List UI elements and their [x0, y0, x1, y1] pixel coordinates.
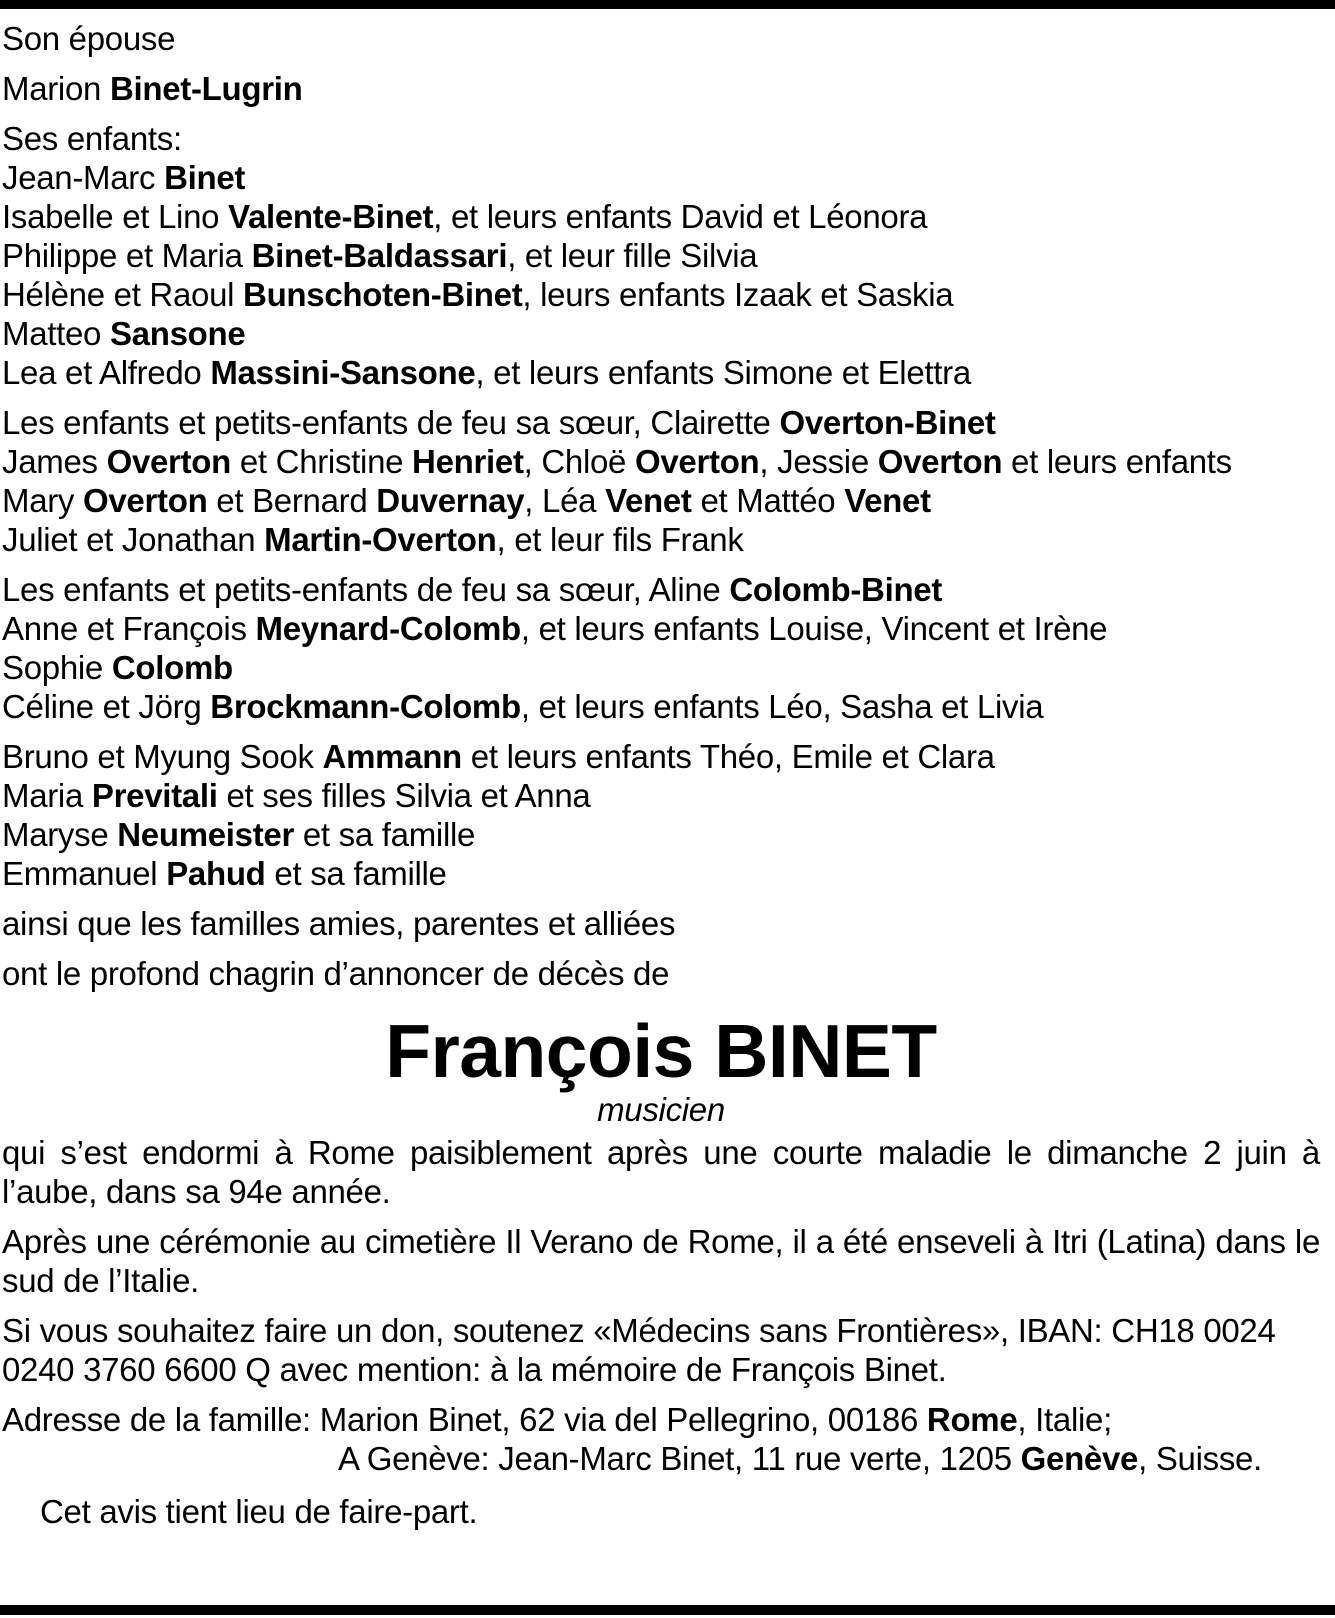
family-line: Isabelle et Lino Valente-Binet, et leurs enfants David et Léonora	[2, 198, 928, 235]
death-paragraph: qui s’est endormi à Rome paisiblement après une courte maladie le dimanche 2 juin à l’aube, dans sa 94e année.	[2, 1134, 1320, 1210]
family-address	[2, 1400, 1320, 1478]
death-notice	[2, 19, 1320, 1531]
family-line: Jean-Marc Binet	[2, 159, 246, 196]
donation-line-2: 0240 3760 6600 Q avec mention: à la mémoire de François Binet.	[2, 1351, 947, 1388]
family-line: Maryse Neumeister et sa famille	[2, 816, 476, 853]
children-section	[2, 119, 1320, 392]
family-line: Mary Overton et Bernard Duvernay, Léa Venet et Mattéo Venet	[2, 482, 931, 519]
spouse-section	[2, 19, 1320, 58]
overton-intro: Les enfants et petits-enfants de feu sa sœur, Clairette Overton-Binet	[2, 404, 996, 441]
burial-paragraph: Après une cérémonie au cimetière Il Verano de Rome, il a été enseveli à Itri (Latina) dans le sud de l’Italie.	[2, 1223, 1320, 1299]
address-line-2: A Genève: Jean-Marc Binet, 11 rue verte, 1205 Genève, Suisse.	[338, 1440, 1262, 1477]
family-line: Maria Previtali et ses filles Silvia et Anna	[2, 777, 591, 814]
bottom-border-rule	[0, 1605, 1335, 1615]
deceased-name: François BINET	[385, 1009, 937, 1093]
spouse-name-block	[2, 69, 1320, 108]
family-line: Philippe et Maria Binet-Baldassari, et leur fille Silvia	[2, 237, 758, 274]
family-line: Lea et Alfredo Massini-Sansone, et leurs enfants Simone et Elettra	[2, 354, 971, 391]
family-line: Céline et Jörg Brockmann-Colomb, et leurs enfants Léo, Sasha et Livia	[2, 688, 1044, 725]
donation-paragraph	[2, 1311, 1320, 1389]
family-line: Matteo Sansone	[2, 315, 246, 352]
colomb-intro: Les enfants et petits-enfants de feu sa sœur, Aline Colomb-Binet	[2, 571, 943, 608]
top-border-rule	[0, 0, 1335, 9]
family-line: Juliet et Jonathan Martin-Overton, et leur fils Frank	[2, 521, 744, 558]
donation-line-1: Si vous souhaitez faire un don, soutenez «Médecins sans Frontières», IBAN: CH18 0024	[2, 1312, 1276, 1349]
others-text: ainsi que les familles amies, parentes et alliées	[2, 905, 676, 942]
family-line: Anne et François Meynard-Colomb, et leurs enfants Louise, Vincent et Irène	[2, 610, 1108, 647]
children-heading: Ses enfants:	[2, 120, 182, 157]
closing-note: Cet avis tient lieu de faire-part.	[40, 1493, 478, 1530]
family-line: Sophie Colomb	[2, 649, 233, 686]
family-line: Hélène et Raoul Bunschoten-Binet, leurs enfants Izaak et Saskia	[2, 276, 954, 313]
deceased-role: musicien	[597, 1091, 725, 1128]
friends-section	[2, 737, 1320, 893]
family-line: James Overton et Christine Henriet, Chloë Overton, Jessie Overton et leurs enfants	[2, 443, 1232, 480]
announce-line	[2, 954, 1320, 993]
announce-text: ont le profond chagrin d’annoncer de décès de	[2, 955, 670, 992]
others-line	[2, 904, 1320, 943]
spouse-name: Marion Binet-Lugrin	[2, 70, 303, 107]
spouse-heading: Son épouse	[2, 20, 176, 57]
colomb-section	[2, 570, 1320, 726]
overton-section	[2, 403, 1320, 559]
family-line: Bruno et Myung Sook Ammann et leurs enfants Théo, Emile et Clara	[2, 738, 995, 775]
family-line: Emmanuel Pahud et sa famille	[2, 855, 447, 892]
address-line-1: Adresse de la famille: Marion Binet, 62 via del Pellegrino, 00186 Rome, Italie;	[2, 1401, 1112, 1438]
